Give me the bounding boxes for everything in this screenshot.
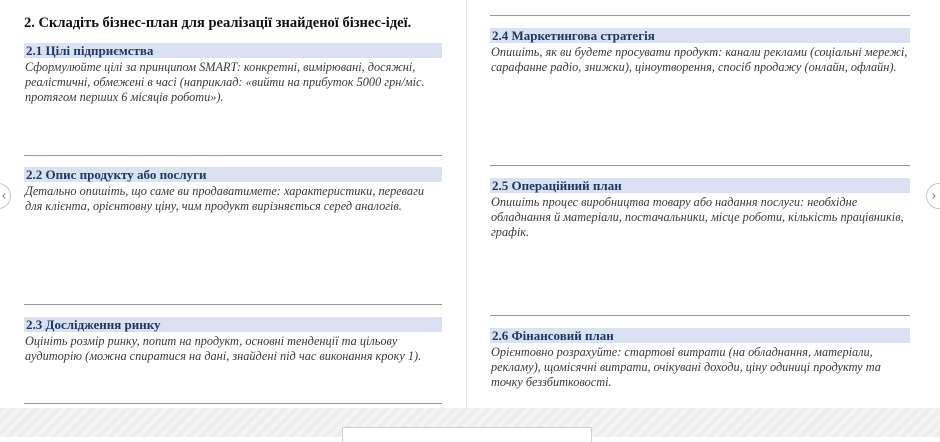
section-description: Опишіть, як ви будете просувати продукт: канали реклами (соціальні мережі, сарафанне радіо, знижки), ціноутворення, спосіб продажу (онлайн, офлайн).	[491, 45, 908, 74]
section-description: Сформулюйте цілі за принципом SMART: конкретні, вимірювані, досяжні, реалістичні, обмежені в часі (наприклад: «вийти на прибуток 5000 грн/міс. протягом перших 6 місяців роботи»).	[25, 60, 425, 104]
task-heading: 2. Складіть бізнес-план для реалізації знайденої бізнес-ідеї.	[24, 15, 412, 31]
answer-line	[24, 304, 442, 305]
section-description: Детально опишіть, що саме ви продаватимете: характеристики, переваги для клієнта, орієнтовну ціну, чим продукт вирізняється серед аналогів.	[25, 184, 425, 213]
answer-line	[490, 315, 910, 316]
column-divider	[466, 0, 467, 408]
answer-line	[490, 15, 910, 16]
section-goals	[24, 43, 442, 104]
section-description: Оцініть розмір ринку, попит на продукт, основні тенденції та цільову аудиторію (можна спиратися на дані, знайдені під час виконання кроку 1).	[25, 334, 422, 363]
chevron-right-icon: ›	[931, 188, 937, 204]
section-description: Опишіть процес виробництва товару або надання послуги: необхідне обладнання й матеріали, постачальники, місце роботи, кількість працівників, графік.	[491, 195, 904, 239]
section-product	[24, 167, 442, 214]
section-finance	[490, 328, 910, 389]
answer-line	[490, 165, 910, 166]
answer-line	[24, 403, 442, 404]
page-thumbnail-tab[interactable]	[342, 427, 592, 442]
section-title: 2.1 Цілі підприємства	[24, 43, 442, 58]
section-title: 2.3 Дослідження ринку	[24, 317, 442, 332]
section-title: 2.4 Маркетингова стратегія	[490, 28, 910, 43]
chevron-left-icon: ‹	[1, 188, 7, 204]
section-description: Орієнтовно розрахуйте: стартові витрати (на обладнання, матеріали, рекламу), щомісячні витрати, очікувані доходи, ціну одиниці продукту та точку беззбитковості.	[491, 345, 881, 389]
section-title: 2.6 Фінансовий план	[490, 328, 910, 343]
section-title: 2.2 Опис продукту або послуги	[24, 167, 442, 182]
section-market	[24, 317, 442, 364]
section-operations	[490, 178, 910, 239]
answer-line	[24, 155, 442, 156]
section-marketing	[490, 28, 910, 75]
section-title: 2.5 Операційний план	[490, 178, 910, 193]
